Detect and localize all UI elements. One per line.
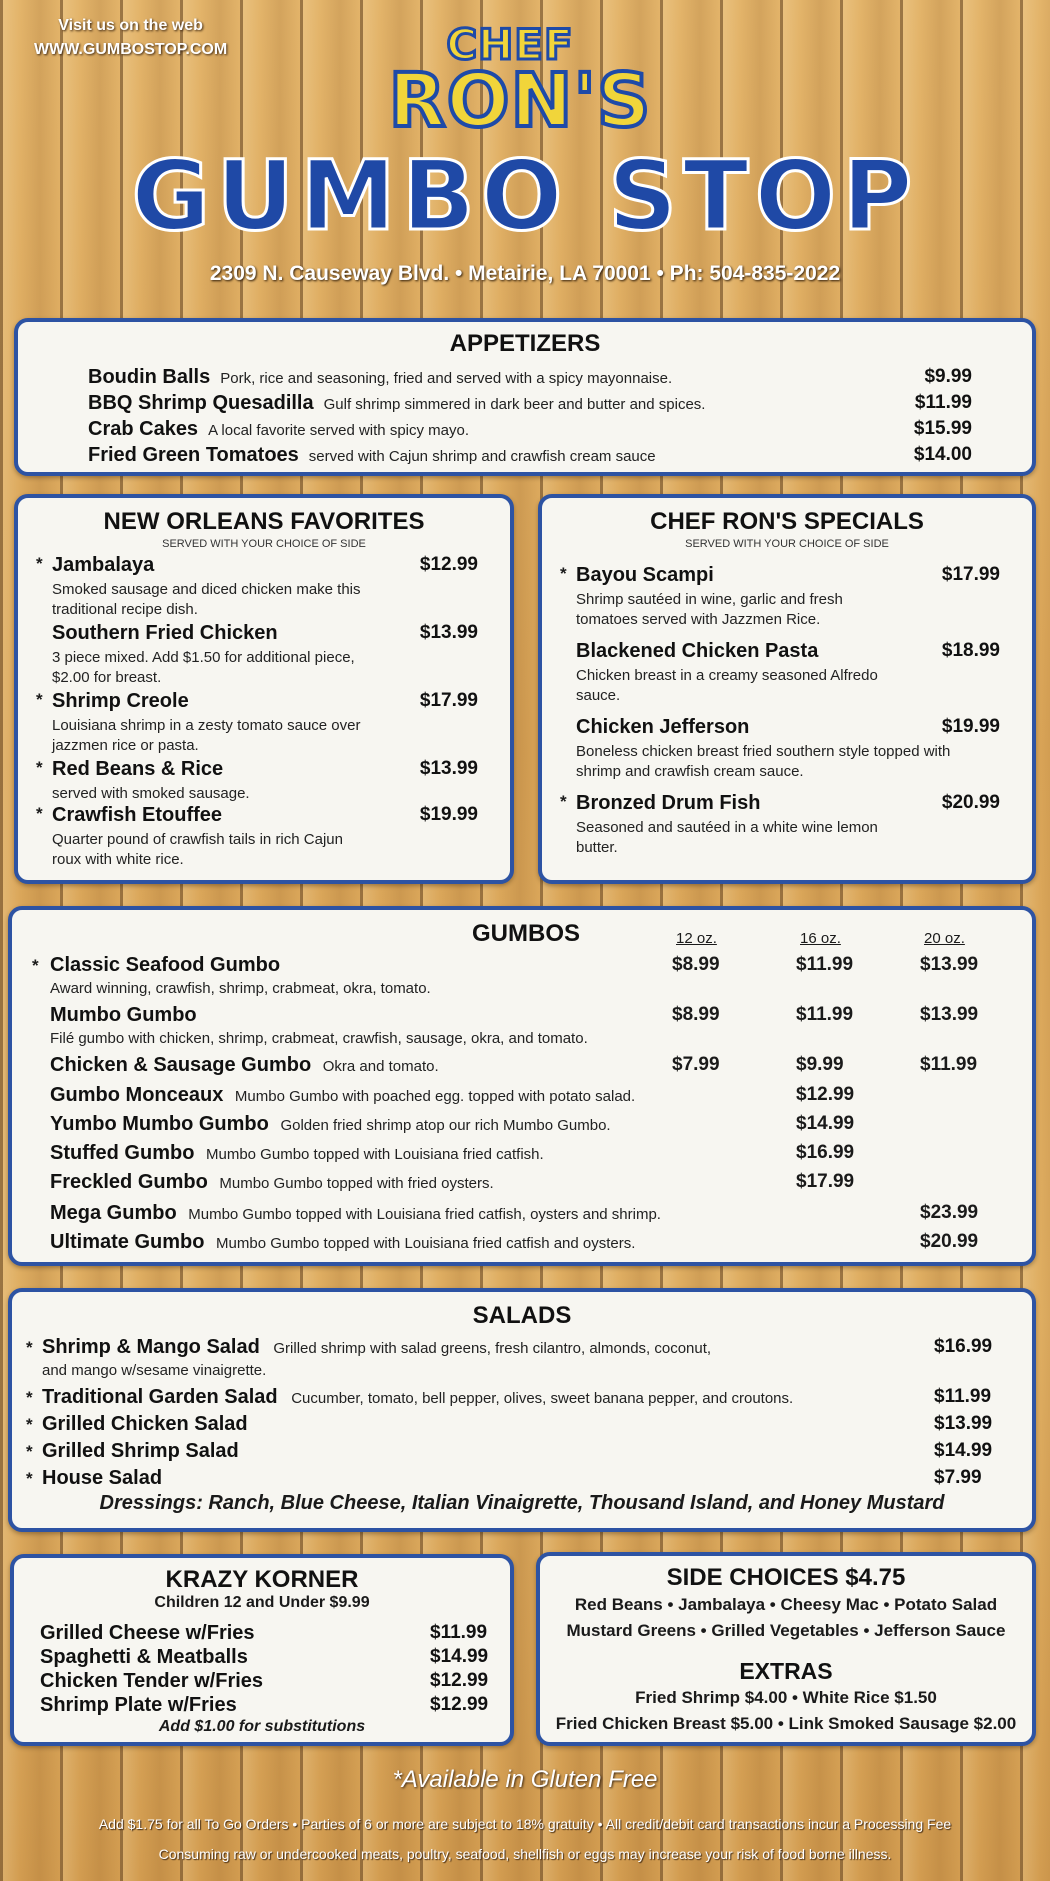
item-desc: Quarter pound of crawfish tails in rich Cajun roux with white rice. — [52, 831, 343, 868]
item-desc: served with smoked sausage. — [52, 785, 250, 802]
size-header-12oz: 12 oz. — [676, 930, 717, 947]
item-desc: Cucumber, tomato, bell pepper, olives, sweet banana pepper, and croutons. — [291, 1390, 794, 1407]
krazy-korner-panel — [10, 1554, 514, 1746]
new-orleans-favorites-panel — [14, 494, 514, 884]
price-12oz: $8.99 — [672, 954, 720, 975]
item-name: Boudin Balls — [88, 366, 211, 388]
item-name-text: Stuffed Gumbo — [50, 1142, 195, 1164]
item-desc: Louisiana shrimp in a zesty tomato sauce over jazzmen rice or pasta. — [52, 717, 361, 754]
item-price: $9.99 — [924, 366, 972, 387]
item-name: Grilled Cheese w/Fries — [40, 1622, 255, 1644]
menu-item — [88, 444, 972, 470]
section-title: SALADS — [472, 1302, 572, 1329]
item-desc: Mumbo Gumbo topped with fried oysters. — [219, 1175, 494, 1192]
logo-gumbo-stop: GUMBO STOP — [131, 140, 919, 252]
item-desc: A local favorite served with spicy mayo. — [208, 422, 470, 439]
item-desc: Grilled shrimp with salad greens, fresh cilantro, almonds, coconut, — [273, 1340, 712, 1357]
menu-item — [88, 392, 972, 418]
gluten-free-marker: * — [26, 1469, 33, 1488]
chef-rons-specials-panel — [538, 494, 1036, 884]
item-name: Chicken Jefferson — [576, 716, 750, 738]
item-name: Bayou Scampi — [576, 564, 714, 586]
gluten-free-marker: * — [26, 1442, 33, 1461]
item-name: Jambalaya — [52, 554, 155, 576]
item-price: $17.99 — [419, 690, 478, 711]
website-url[interactable]: WWW.GUMBOSTOP.COM — [34, 41, 228, 58]
item-desc: Boneless chicken breast fried southern style topped with shrimp and crawfish cream sauce. — [576, 743, 951, 780]
item-name: House Salad — [42, 1467, 163, 1489]
item-name: Shrimp Creole — [52, 690, 189, 712]
address-line: 2309 N. Causeway Blvd. • Metairie, LA 70001 • Ph: 504-835-2022 — [209, 262, 841, 285]
item-desc: Shrimp sautéed in wine, garlic and fresh tomatoes served with Jazzmen Rice. — [576, 591, 843, 628]
menu-item — [88, 418, 972, 444]
item-name: Grilled Shrimp Salad — [42, 1440, 239, 1462]
item-name-text: Mega Gumbo — [50, 1202, 177, 1224]
gumbos-panel — [8, 906, 1036, 1266]
logo-chef: CHEF — [446, 20, 574, 69]
gluten-free-marker: * — [26, 1388, 33, 1407]
item-name — [50, 1231, 635, 1254]
price-12oz: $7.99 — [672, 1054, 720, 1075]
section-subtitle: Children 12 and Under $9.99 — [154, 1594, 370, 1611]
item-desc: Mumbo Gumbo topped with Louisiana fried catfish and oysters. — [216, 1235, 636, 1252]
price-12oz: $8.99 — [672, 1004, 720, 1025]
item-name-text: Traditional Garden Salad — [42, 1386, 278, 1408]
price-16oz: $16.99 — [796, 1142, 855, 1163]
kids-item — [40, 1670, 489, 1694]
item-desc: Pork, rice and seasoning, fried and served with a spicy mayonnaise. — [220, 370, 673, 387]
item-price: $17.99 — [941, 564, 1000, 585]
gluten-free-marker: * — [26, 1338, 33, 1357]
item-name — [50, 1054, 439, 1077]
item-price: $14.00 — [913, 444, 972, 465]
item-price: $16.99 — [934, 1336, 993, 1357]
size-header-20oz: 20 oz. — [924, 930, 965, 947]
item-desc: Smoked sausage and diced chicken make this traditional recipe dish. — [52, 581, 361, 618]
item-desc: Mumbo Gumbo with poached egg. topped with potato salad. — [234, 1088, 636, 1105]
price-20oz: $20.99 — [920, 1231, 979, 1252]
item-name: Fried Green Tomatoes — [88, 444, 299, 466]
website-note — [34, 14, 227, 62]
item-desc: Mumbo Gumbo topped with Louisiana fried catfish, oysters and shrimp. — [188, 1206, 661, 1223]
item-price: $12.99 — [419, 554, 478, 575]
item-desc: 3 piece mixed. Add $1.50 for additional piece, $2.00 for breast. — [52, 649, 355, 686]
item-name — [50, 1113, 611, 1136]
price-16oz: $11.99 — [796, 1004, 854, 1025]
price-16oz: $9.99 — [796, 1054, 844, 1075]
item-price: $11.99 — [430, 1622, 488, 1643]
item-desc: Filé gumbo with chicken, shrimp, crabmeat, crawfish, sausage, okra, and tomato. — [50, 1030, 588, 1047]
fine-print-2: Consuming raw or undercooked meats, poultry, seafood, shellfish or eggs may increase your risk of food borne illness. — [158, 1846, 892, 1862]
item-name — [50, 1084, 635, 1107]
item-name — [50, 1171, 494, 1194]
item-name — [42, 1336, 711, 1359]
gluten-free-marker: * — [560, 792, 567, 811]
item-name-text: Shrimp & Mango Salad — [42, 1336, 260, 1358]
menu-item — [88, 366, 972, 392]
item-name: Classic Seafood Gumbo — [50, 954, 281, 976]
section-title: CHEF RON'S SPECIALS — [650, 508, 924, 535]
item-desc: Seasoned and sautéed in a white wine lemon butter. — [576, 819, 878, 856]
item-desc: Gulf shrimp simmered in dark beer and butter and spices. — [323, 396, 706, 413]
section-title: APPETIZERS — [449, 330, 601, 357]
sides-line-2: Mustard Greens • Grilled Vegetables • Jefferson Sauce — [566, 1621, 1006, 1640]
item-name: BBQ Shrimp Quesadilla — [88, 392, 314, 414]
price-16oz: $11.99 — [796, 954, 854, 975]
item-name-text: Chicken & Sausage Gumbo — [50, 1054, 312, 1076]
sides-line-1: Red Beans • Jambalaya • Cheesy Mac • Potato Salad — [574, 1595, 998, 1614]
item-price: $20.99 — [941, 792, 1000, 813]
gluten-free-marker: * — [36, 804, 43, 823]
item-name: Spaghetti & Meatballs — [40, 1646, 248, 1668]
kids-item — [40, 1694, 489, 1718]
price-20oz: $13.99 — [920, 1004, 979, 1025]
item-name: Mumbo Gumbo — [50, 1004, 197, 1026]
item-name: Bronzed Drum Fish — [576, 792, 761, 814]
salads-panel — [8, 1288, 1036, 1532]
price-20oz: $11.99 — [920, 1054, 978, 1075]
gluten-free-marker: * — [32, 956, 39, 975]
gluten-free-marker: * — [36, 690, 43, 709]
item-price: $19.99 — [941, 716, 1000, 737]
item-price: $11.99 — [934, 1386, 992, 1407]
item-desc: Mumbo Gumbo topped with Louisiana fried catfish. — [206, 1146, 544, 1163]
item-name: Red Beans & Rice — [52, 758, 224, 780]
item-desc: Chicken breast in a creamy seasoned Alfredo sauce. — [576, 667, 878, 704]
item-name: Southern Fried Chicken — [52, 622, 278, 644]
dressings-line: Dressings: Ranch, Blue Cheese, Italian Vinaigrette, Thousand Island, and Honey Mustard — [99, 1492, 945, 1514]
section-title: NEW ORLEANS FAVORITES — [103, 508, 425, 535]
item-price: $19.99 — [419, 804, 478, 825]
gluten-free-marker: * — [26, 1415, 33, 1434]
item-name-text: Gumbo Monceaux — [50, 1084, 224, 1106]
price-16oz: $14.99 — [796, 1113, 855, 1134]
item-name-text: Freckled Gumbo — [50, 1171, 208, 1193]
item-price: $7.99 — [934, 1467, 982, 1488]
item-name-text: Ultimate Gumbo — [50, 1231, 205, 1253]
extras-title: EXTRAS — [739, 1658, 833, 1684]
extras-line-2: Fried Chicken Breast $5.00 • Link Smoked Sausage $2.00 — [555, 1714, 1017, 1733]
gluten-free-note: *Available in Gluten Free — [392, 1766, 658, 1793]
gluten-free-marker: * — [36, 554, 43, 573]
gluten-free-marker: * — [36, 758, 43, 777]
item-price: $13.99 — [419, 758, 478, 779]
price-16oz: $17.99 — [796, 1171, 855, 1192]
item-name — [50, 1142, 544, 1165]
gluten-free-marker: * — [560, 564, 567, 583]
item-price: $13.99 — [419, 622, 478, 643]
item-desc: Golden fried shrimp atop our rich Mumbo Gumbo. — [280, 1117, 611, 1134]
item-desc-continued: and mango w/sesame vinaigrette. — [42, 1362, 267, 1379]
item-name: Blackened Chicken Pasta — [576, 640, 819, 662]
kids-item — [40, 1622, 488, 1646]
item-price: $11.99 — [914, 392, 972, 413]
item-name — [42, 1386, 793, 1409]
price-16oz: $12.99 — [796, 1084, 855, 1105]
item-name: Crab Cakes — [88, 418, 199, 440]
section-note: SERVED WITH YOUR CHOICE OF SIDE — [162, 538, 366, 550]
item-price: $18.99 — [941, 640, 1000, 661]
extras-line-1: Fried Shrimp $4.00 • White Rice $1.50 — [635, 1688, 937, 1707]
item-price: $14.99 — [430, 1646, 489, 1667]
item-name: Grilled Chicken Salad — [42, 1413, 248, 1435]
item-name: Shrimp Plate w/Fries — [40, 1694, 237, 1716]
section-note: SERVED WITH YOUR CHOICE OF SIDE — [685, 538, 889, 550]
item-desc: Okra and tomato. — [322, 1058, 439, 1075]
section-title: SIDE CHOICES $4.75 — [666, 1564, 906, 1591]
fine-print-1: Add $1.75 for all To Go Orders • Parties of 6 or more are subject to 18% gratuity • All credit/debit card transactions incur a Processing Fee — [98, 1816, 952, 1832]
section-title: GUMBOS — [472, 920, 580, 947]
item-name — [50, 1202, 661, 1225]
item-price: $13.99 — [934, 1413, 993, 1434]
substitution-note: Add $1.00 for substitutions — [158, 1718, 366, 1735]
item-name: Crawfish Etouffee — [52, 804, 223, 826]
item-name-text: Yumbo Mumbo Gumbo — [50, 1113, 269, 1135]
size-header-16oz: 16 oz. — [800, 930, 841, 947]
appetizers-panel — [14, 318, 1036, 476]
item-price: $14.99 — [934, 1440, 993, 1461]
kids-item — [40, 1646, 489, 1670]
item-price: $12.99 — [430, 1694, 489, 1715]
item-price: $15.99 — [913, 418, 972, 439]
website-label: Visit us on the web — [58, 17, 203, 34]
price-20oz: $23.99 — [920, 1202, 979, 1223]
item-desc: served with Cajun shrimp and crawfish cream sauce — [308, 448, 656, 465]
price-20oz: $13.99 — [920, 954, 979, 975]
side-choices-panel — [536, 1552, 1036, 1746]
item-name: Chicken Tender w/Fries — [40, 1670, 264, 1692]
logo-rons: RON'S — [388, 58, 652, 144]
item-price: $12.99 — [430, 1670, 489, 1691]
item-desc: Award winning, crawfish, shrimp, crabmeat, okra, tomato. — [50, 980, 431, 997]
section-title: KRAZY KORNER — [165, 1566, 359, 1593]
